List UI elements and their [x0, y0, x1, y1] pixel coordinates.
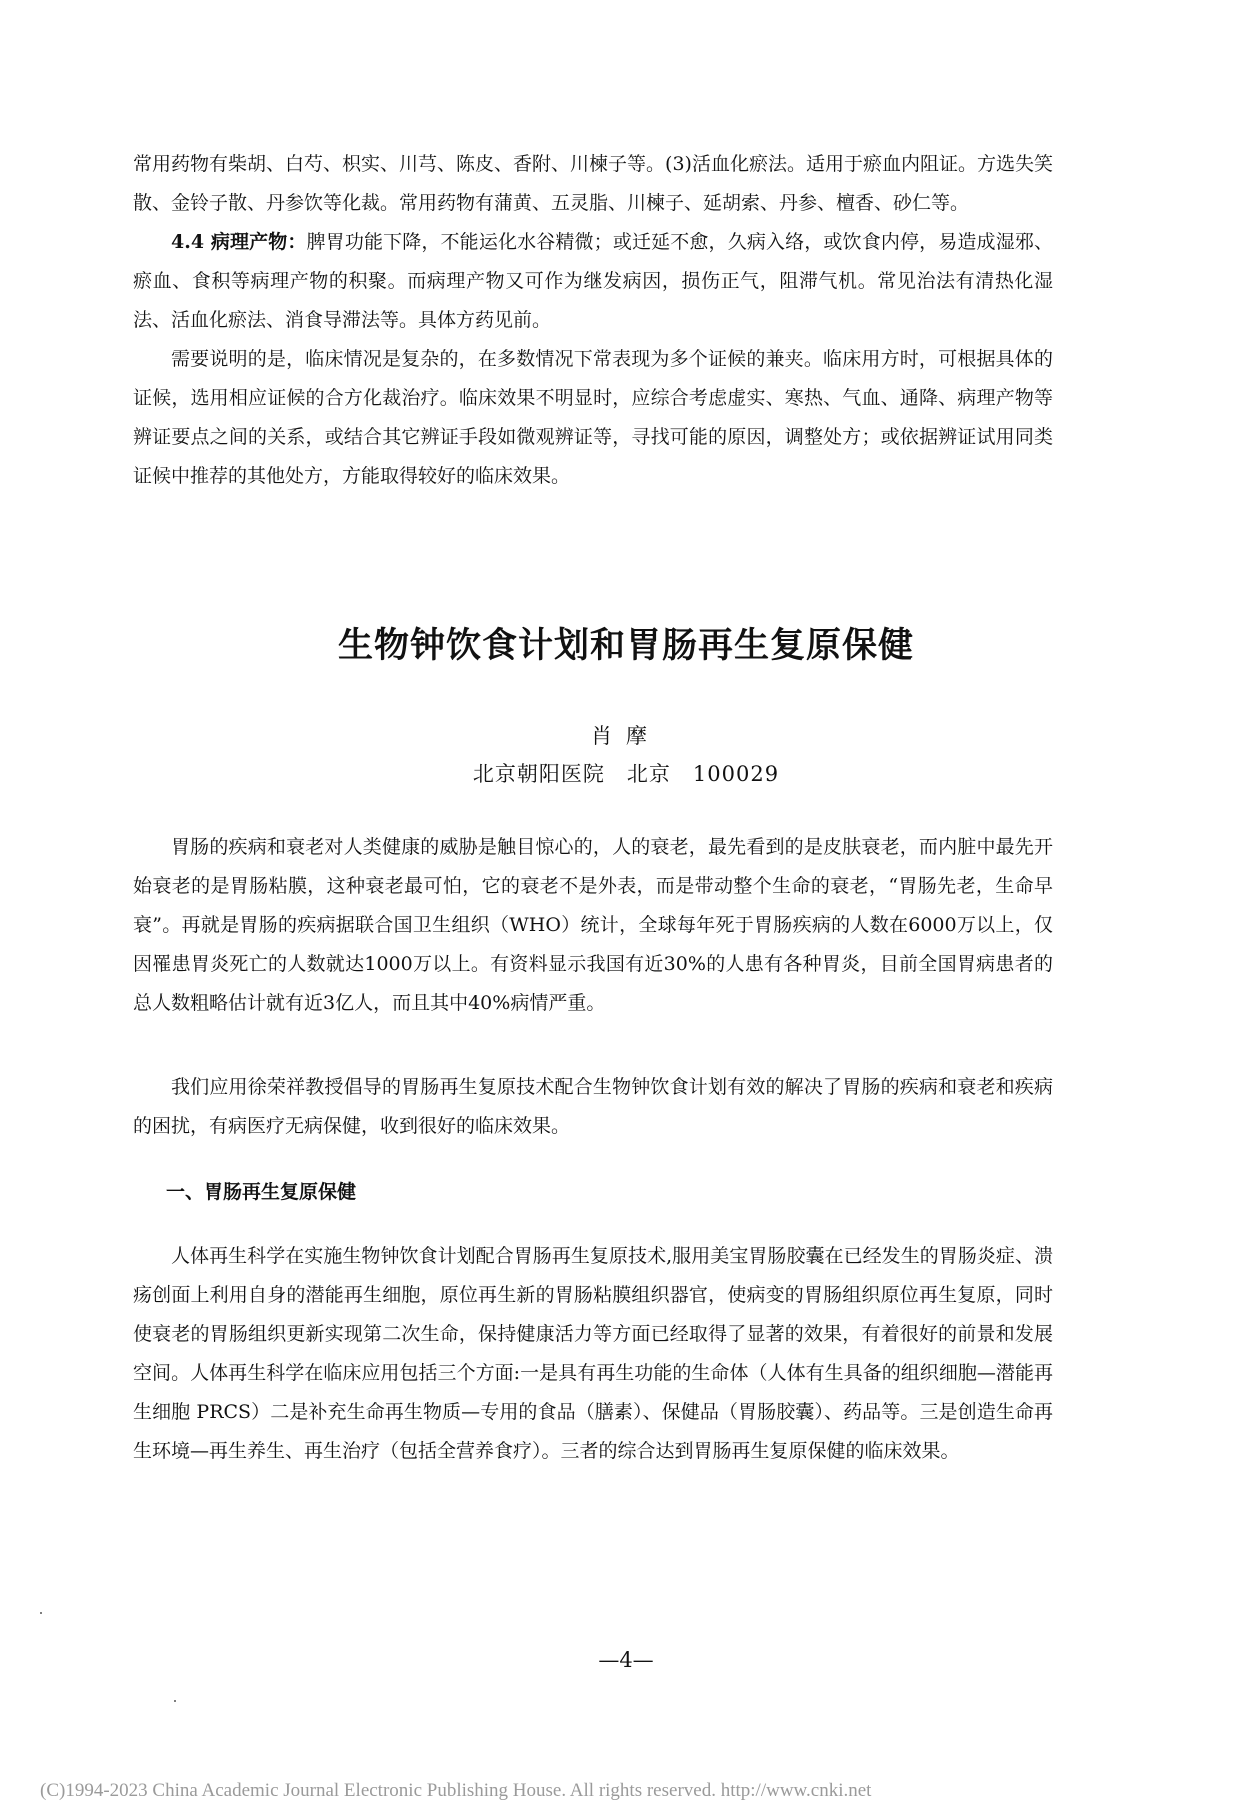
article-affiliation: 北京朝阳医院 北京 100029 — [472, 762, 780, 786]
paragraph-clinical-note: 需要说明的是，临床情况是复杂的，在多数情况下常表现为多个证候的兼夹。临床用方时，可根据具体的证候，选用相应证候的合方化裁治疗。临床效果不明显时，应综合考虑虚实、寒热、气血、通降、病理产物等辨证要点之间的关系，或结合其它辨证手段如微观辨证等，寻找可能的原因，调整处方；或依据辨证试用同类证候中推荐的其他处方，方能取得较好的临床效果。 — [133, 348, 1053, 487]
article-title: 生物钟饮食计划和胃肠再生复原保健 — [337, 625, 914, 666]
paragraph-lead: 4.4 病理产物： — [171, 231, 307, 253]
copyright-footer: (C)1994-2023 China Academic Journal Electronic Publishing House. All rights reserved. http://www.cnki.net — [40, 1780, 872, 1801]
intro-section — [133, 828, 1053, 1023]
paragraph-intro: 胃肠的疾病和衰老对人类健康的威胁是触目惊心的，人的衰老，最先看到的是皮肤衰老，而内脏中最先开始衰老的是胃肠粘膜，这种衰老最可怕，它的衰老不是外表，而是带动整个生命的衰老，“胃肠先老，生命早衰”。再就是胃肠的疾病据联合国卫生组织（WHO）统计，全球每年死于胃肠疾病的人数在6000万以上，仅因罹患胃炎死亡的人数就达1000万以上。有资料显示我国有近30%的人患有各种胃炎，目前全国胃病患者的总人数粗略估计就有近3亿人，而且其中40%病情严重。 — [133, 836, 1053, 1014]
paragraph-body: 人体再生科学在实施生物钟饮食计划配合胃肠再生复原技术,服用美宝胃肠胶囊在已经发生的胃肠炎症、溃疡创面上利用自身的潜能再生细胞，原位再生新的胃肠粘膜组织器官，使病变的胃肠组织原位再生复原，同时使衰老的胃肠组织更新实现第二次生命，保持健康活力等方面已经取得了显著的效果，有着很好的前景和发展空间。人体再生科学在临床应用包括三个方面:一是具有再生功能的生命体（人体有生具备的组织细胞—潜能再生细胞 PRCS）二是补充生命再生物质—专用的食品（膳素）、保健品（胃肠胶囊）、药品等。三是创造生命再生环境—再生养生、再生治疗（包括全营养食疗）。三者的综合达到胃肠再生复原保健的临床效果。 — [133, 1245, 1053, 1462]
paragraph-text: 脾胃功能下降，不能运化水谷精微；或迁延不愈，久病入络，或饮食内停，易造成湿邪、瘀血、食积等病理产物的积聚。而病理产物又可作为继发病因，损伤正气，阻滞气机。常见治法有清热化湿法、活血化瘀法、消食导滞法等。具体方药见前。 — [133, 231, 1053, 331]
page-number: —4— — [598, 1648, 654, 1672]
body-section — [133, 1237, 1053, 1471]
article-author: 肖摩 — [591, 724, 661, 748]
paragraph-pathological-products — [133, 223, 1053, 340]
section-heading: 一、胃肠再生复原保健 — [166, 1181, 357, 1203]
paragraph-remedies: 常用药物有柴胡、白芍、枳实、川芎、陈皮、香附、川楝子等。(3)活血化瘀法。适用于瘀血内阻证。方选失笑散、金铃子散、丹参饮等化裁。常用药物有蒲黄、五灵脂、川楝子、延胡索、丹参、檀香、砂仁等。 — [133, 153, 1053, 214]
intro-section-2 — [133, 1068, 1053, 1146]
continued-section — [133, 145, 1053, 496]
paragraph-intro-2: 我们应用徐荣祥教授倡导的胃肠再生复原技术配合生物钟饮食计划有效的解决了胃肠的疾病和衰老和疾病的困扰，有病医疗无病保健，收到很好的临床效果。 — [133, 1076, 1053, 1137]
scan-artifact — [40, 1612, 42, 1614]
scan-artifact — [174, 1700, 176, 1702]
